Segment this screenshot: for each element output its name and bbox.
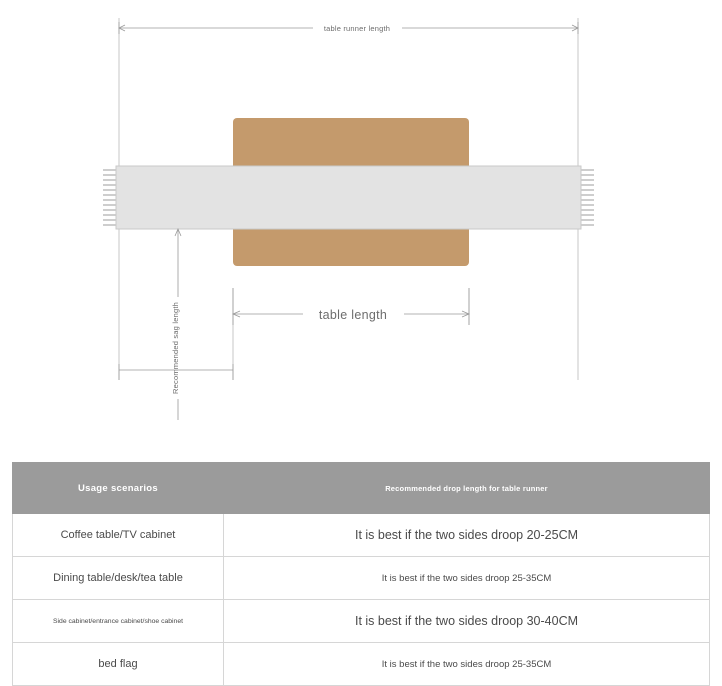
table-row bbox=[13, 643, 710, 686]
runner-length-label: table runner length bbox=[323, 24, 391, 33]
table-row bbox=[13, 557, 710, 600]
cell-drop: It is best if the two sides droop 20-25CM bbox=[224, 514, 710, 557]
cell-scenario: Side cabinet/entrance cabinet/shoe cabinet bbox=[13, 600, 224, 643]
dimension-table-length bbox=[233, 288, 469, 325]
dimension-sag-length bbox=[119, 229, 233, 420]
cell-scenario: Dining table/desk/tea table bbox=[13, 557, 224, 600]
table-body bbox=[13, 514, 710, 686]
table-header bbox=[13, 463, 710, 514]
table-runner-shape bbox=[116, 166, 581, 229]
column-header-scenario: Usage scenarios bbox=[13, 463, 224, 514]
cell-scenario: Coffee table/TV cabinet bbox=[13, 514, 224, 557]
dimension-runner-length bbox=[119, 22, 578, 34]
table-row bbox=[13, 514, 710, 557]
sag-length-label: Recommended sag length bbox=[171, 302, 180, 394]
cell-scenario: bed flag bbox=[13, 643, 224, 686]
drop-length-table bbox=[12, 462, 710, 686]
table-header-row bbox=[13, 463, 710, 514]
table-row bbox=[13, 600, 710, 643]
cell-drop: It is best if the two sides droop 25-35CM bbox=[224, 643, 710, 686]
table-length-label: table length bbox=[318, 308, 388, 322]
cell-drop: It is best if the two sides droop 25-35CM bbox=[224, 557, 710, 600]
column-header-drop: Recommended drop length for table runner bbox=[224, 463, 710, 514]
cell-drop: It is best if the two sides droop 30-40CM bbox=[224, 600, 710, 643]
